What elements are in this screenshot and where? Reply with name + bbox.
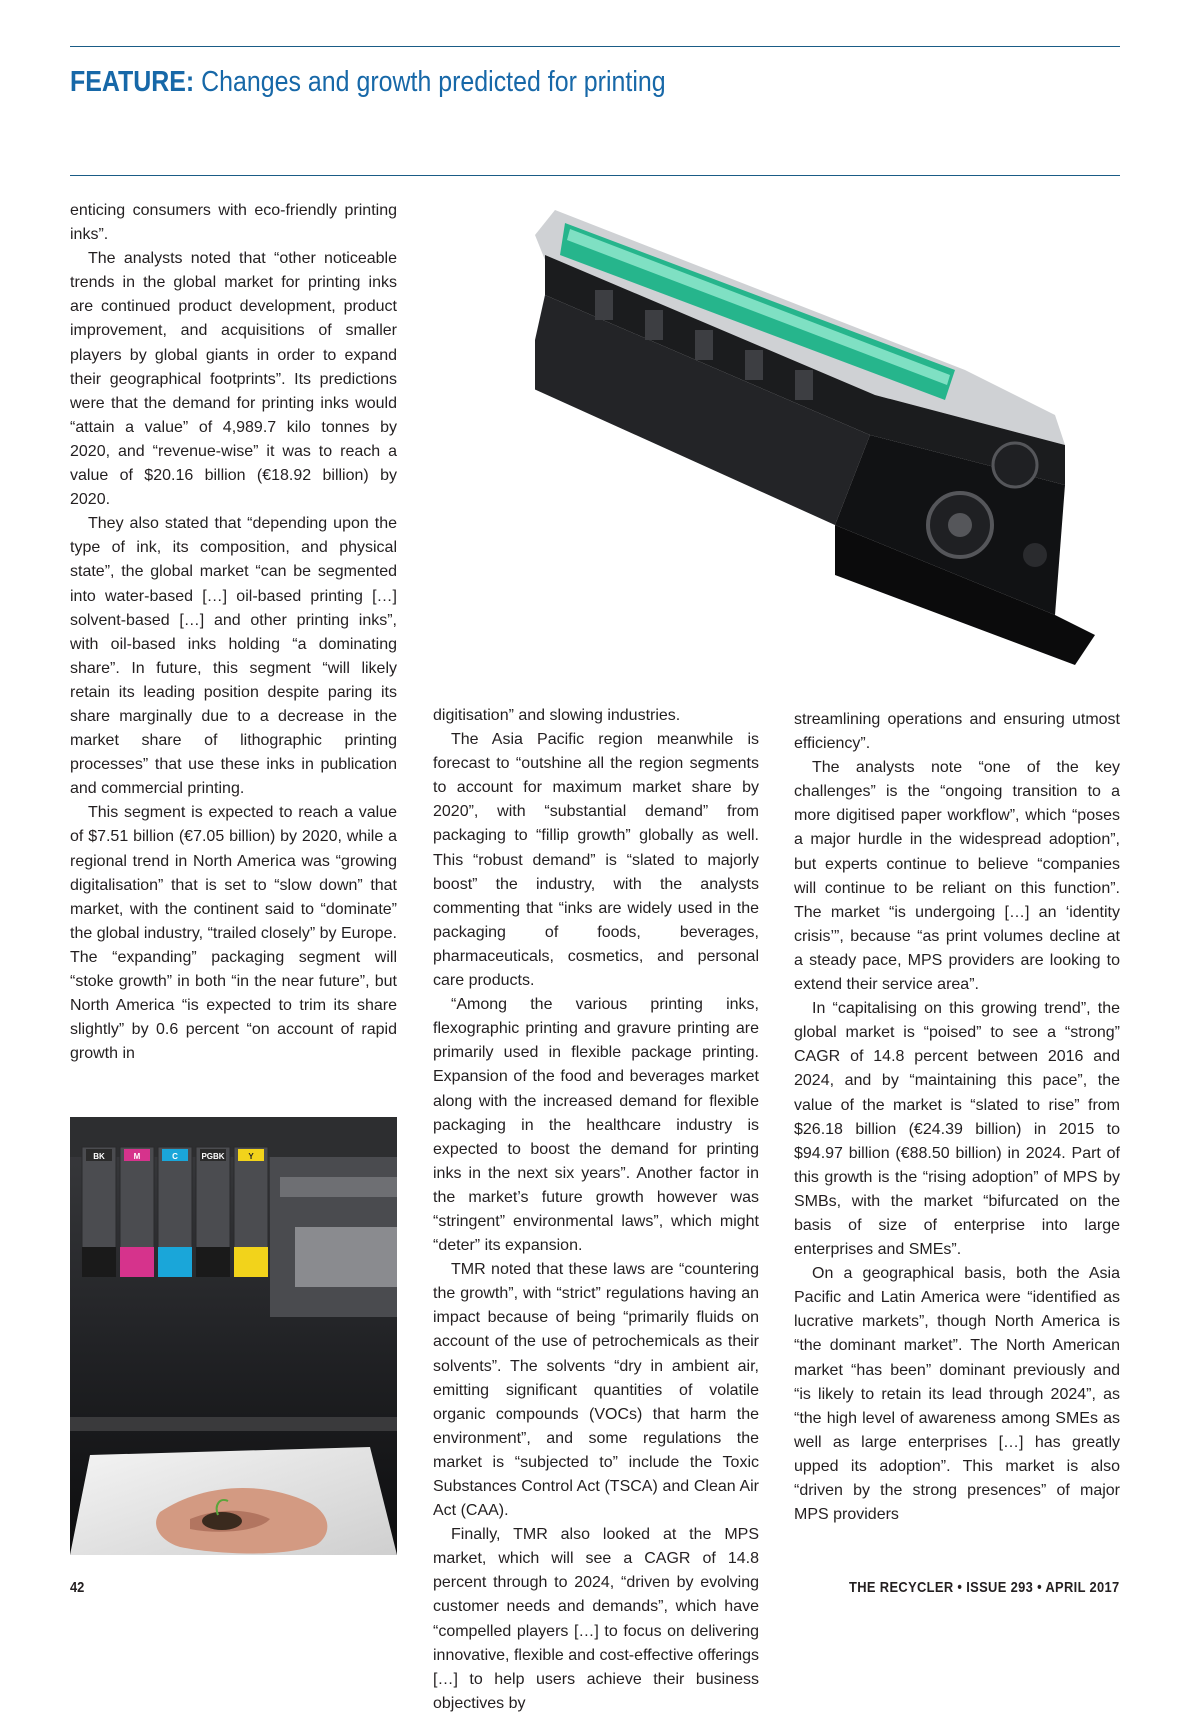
paragraph: streamlining operations and ensuring utmost efficiency”. <box>794 711 1120 753</box>
paragraph: This segment is expected to reach a value of $7.51 billion (€7.05 billion) by 2020, while a regional trend in North America was “growing digitalisation” that is set to “slow down” that market, with the continent said to “dominate” the global industry, “trailed closely” by Europe. The “expanding” packaging segment will “stoke growth” in both “in the near future”, but North America “is expected to trim its share slightly” by 0.6 percent “on account of rapid growth in <box>70 804 397 1063</box>
paragraph: TMR noted that these laws are “countering the growth”, with “strict” regulations having an impact because of being “primarily fluids on account of the use of petrochemicals as their solvents”. The solvents “dry in ambient air, emitting significant quantities of volatile organic compounds (VOCs) that harm the environment”, and some regulations the market is “subjected to” include the Toxic Substances Control Act (TSCA) and Clean Air Act (CAA). <box>433 1261 759 1520</box>
ink-cartridge-label: PGBK <box>201 1152 225 1161</box>
ink-cartridge-label: BK <box>93 1152 105 1161</box>
ink-cartridge-base <box>234 1247 268 1277</box>
article-column-3 <box>794 708 1120 1527</box>
ink-cartridge-photo <box>70 1117 397 1555</box>
top-rule <box>70 46 1120 47</box>
title-text: Changes and growth predicted for printing <box>201 66 666 98</box>
article-column-2 <box>433 392 759 1716</box>
paragraph: digitisation” and slowing industries. <box>433 707 681 724</box>
paragraph: “Among the various printing inks, flexographic printing and gravure printing are primarily used in flexible package printing. Expansion of the food and beverages market along with the increased demand for flexible packaging in the healthcare industry is expected to boost the demand for printing inks in the next six years”. Another factor in the market’s future growth however was “stringent” environmental laws”, which might “deter” its expansion. <box>433 996 759 1255</box>
title-kicker: FEATURE: <box>70 66 195 98</box>
paragraph: On a geographical basis, both the Asia Pacific and Latin America were “identified as lucrative markets”, though North America is “the dominant market”. The North American market “has been” dominant previously and “is likely to retain its lead through 2024”, as “the high level of awareness among SMEs as well as large enterprises […] has greatly upped its adoption”. This market is also “driven by the strong presences” of major MPS providers <box>794 1265 1120 1524</box>
image-wrap-space <box>419 392 759 704</box>
ink-cartridge-base <box>196 1247 230 1277</box>
paragraph: The Asia Pacific region meanwhile is forecast to “outshine all the region segments to account for maximum market share by 2020”, with “substantial demand” from packaging to “fillip growth” globally as well. This “robust demand” is “slated to majorly boost” the industry, with the analysts commenting that “inks are widely used in the packaging of foods, beverages, pharmaceuticals, cosmetics, and personal care products. <box>433 731 759 990</box>
ink-cartridge-base <box>120 1247 154 1277</box>
page-title <box>70 62 666 102</box>
paragraph: They also stated that “depending upon the type of ink, its composition, and physical state”, the global market “can be segmented into water-based […] oil-based printing […] solvent-based […] and other printing inks”, with oil-based inks holding “a dominating share”. In future, this segment “will likely retain its leading position despite paring its share marginally due to a decrease in the market share of lithographic printing processes” that use these inks in publication and commercial printing. <box>70 515 397 798</box>
ink-cartridge-base <box>158 1247 192 1277</box>
ink-cartridge-label: C <box>172 1152 178 1161</box>
page-number: 42 <box>70 1579 85 1596</box>
ink-cartridge-base <box>82 1247 116 1277</box>
article-column-1 <box>70 199 397 1066</box>
paragraph: The analysts noted that “other noticeable trends in the global market for printing inks are continued product development, product improvement, and acquisitions of smaller players by global giants in order to expand their geographical footprints”. Its predictions were that the demand for printing inks would “attain a value” of 4,989.7 kilo tonnes by 2020, and “revenue-wise” it was to reach a value of $20.16 billion (€18.92 billion) by 2020. <box>70 250 397 509</box>
publication-footer: THE RECYCLER • ISSUE 293 • APRIL 2017 <box>849 1579 1120 1596</box>
ink-cartridge-label: M <box>133 1152 141 1161</box>
ink-cartridge-label: Y <box>248 1152 254 1161</box>
paragraph: The analysts note “one of the key challenges” is the “ongoing transition to a more digitised paper workflow”, which “poses a major hurdle in the widespread adoption”, but experts continue to believe “companies will continue to be reliant on this function”. The market “is undergoing […] an ‘identity crisis’”, because “as print volumes decline at a steady pace, MPS providers are looking to extend their service area”. <box>794 759 1120 994</box>
header-bottom-rule <box>70 175 1120 176</box>
paragraph: In “capitalising on this growing trend”, the global market is “poised” to see a “strong” CAGR of 14.8 percent between 2016 and 2024, and by “maintaining this pace”, the value of the market is “slated to rise” from $26.18 billion (€24.39 billion) in 2015 to $94.97 billion (€88.50 billion) in 2024. Part of this growth is the “rising adoption” of MPS by SMBs, with the market “bifurcated on the basis of size of enterprise into large enterprises and SMEs”. <box>794 1000 1120 1259</box>
paragraph: Finally, TMR also looked at the MPS market, which will see a CAGR of 14.8 percent through to 2024, “driven by evolving customer needs and demands”, which have “compelled players […] to focus on delivering innovative, flexible and cost-effective offerings […] to help users achieve their business objectives by <box>433 1526 759 1712</box>
paragraph: enticing consumers with eco-friendly printing inks”. <box>70 202 397 244</box>
